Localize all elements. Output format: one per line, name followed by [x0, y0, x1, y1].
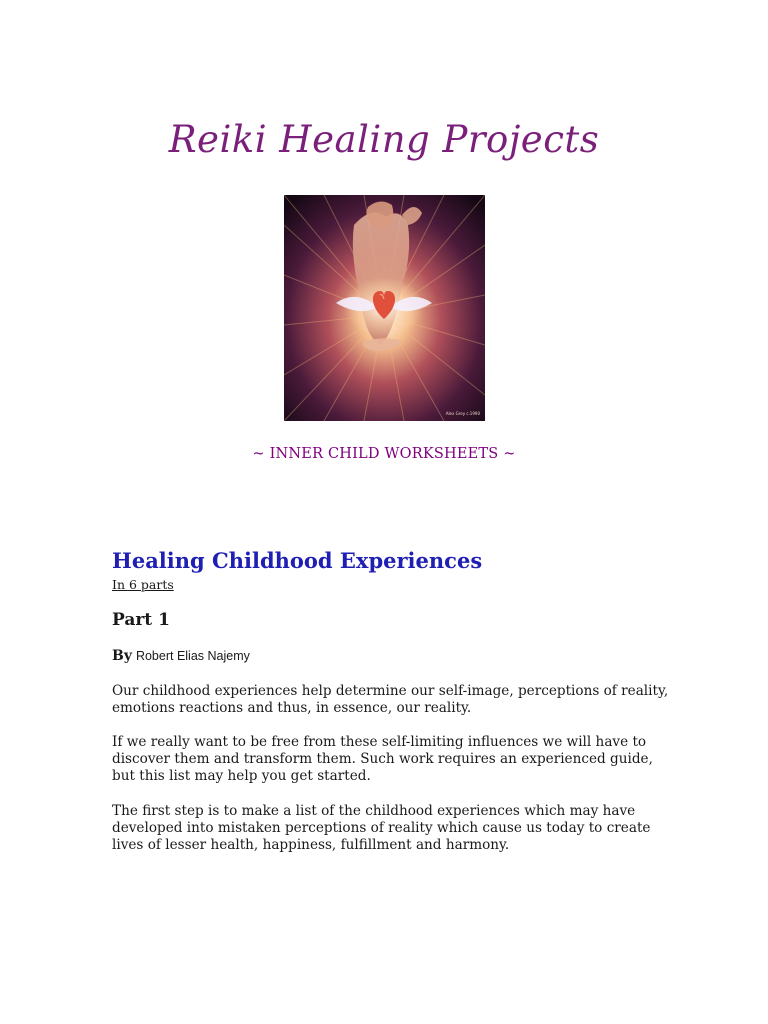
- byline: [112, 648, 250, 664]
- paragraph-2: If we really want to be free from these self-limiting influences we will have to discover them and transform them. Such work requires an experienced guide, but this list may help you get started.: [112, 734, 653, 784]
- worksheet-subtitle: ~ INNER CHILD WORKSHEETS ~: [252, 446, 516, 462]
- artwork-credit: Alex Grey c.1990: [445, 411, 480, 416]
- parts-link[interactable]: In 6 parts: [112, 577, 174, 592]
- paragraph-1: Our childhood experiences help determine our self-image, perceptions of reality, emotions reactions and thus, in essence, our reality.: [112, 683, 669, 716]
- part-heading: Part 1: [112, 610, 170, 630]
- author-name: Robert Elias Najemy: [135, 649, 250, 663]
- hero-illustration: [284, 195, 485, 421]
- document-title: Reiki Healing Projects: [168, 118, 600, 161]
- heart-light-artwork: [284, 195, 485, 421]
- by-label: By: [112, 648, 132, 664]
- article-heading: Healing Childhood Experiences: [112, 548, 483, 573]
- paragraph-3: The first step is to make a list of the childhood experiences which may have developed into mistaken perceptions of reality which cause us today to create lives of lesser health, happiness, fulfillment and harmony.: [112, 803, 651, 853]
